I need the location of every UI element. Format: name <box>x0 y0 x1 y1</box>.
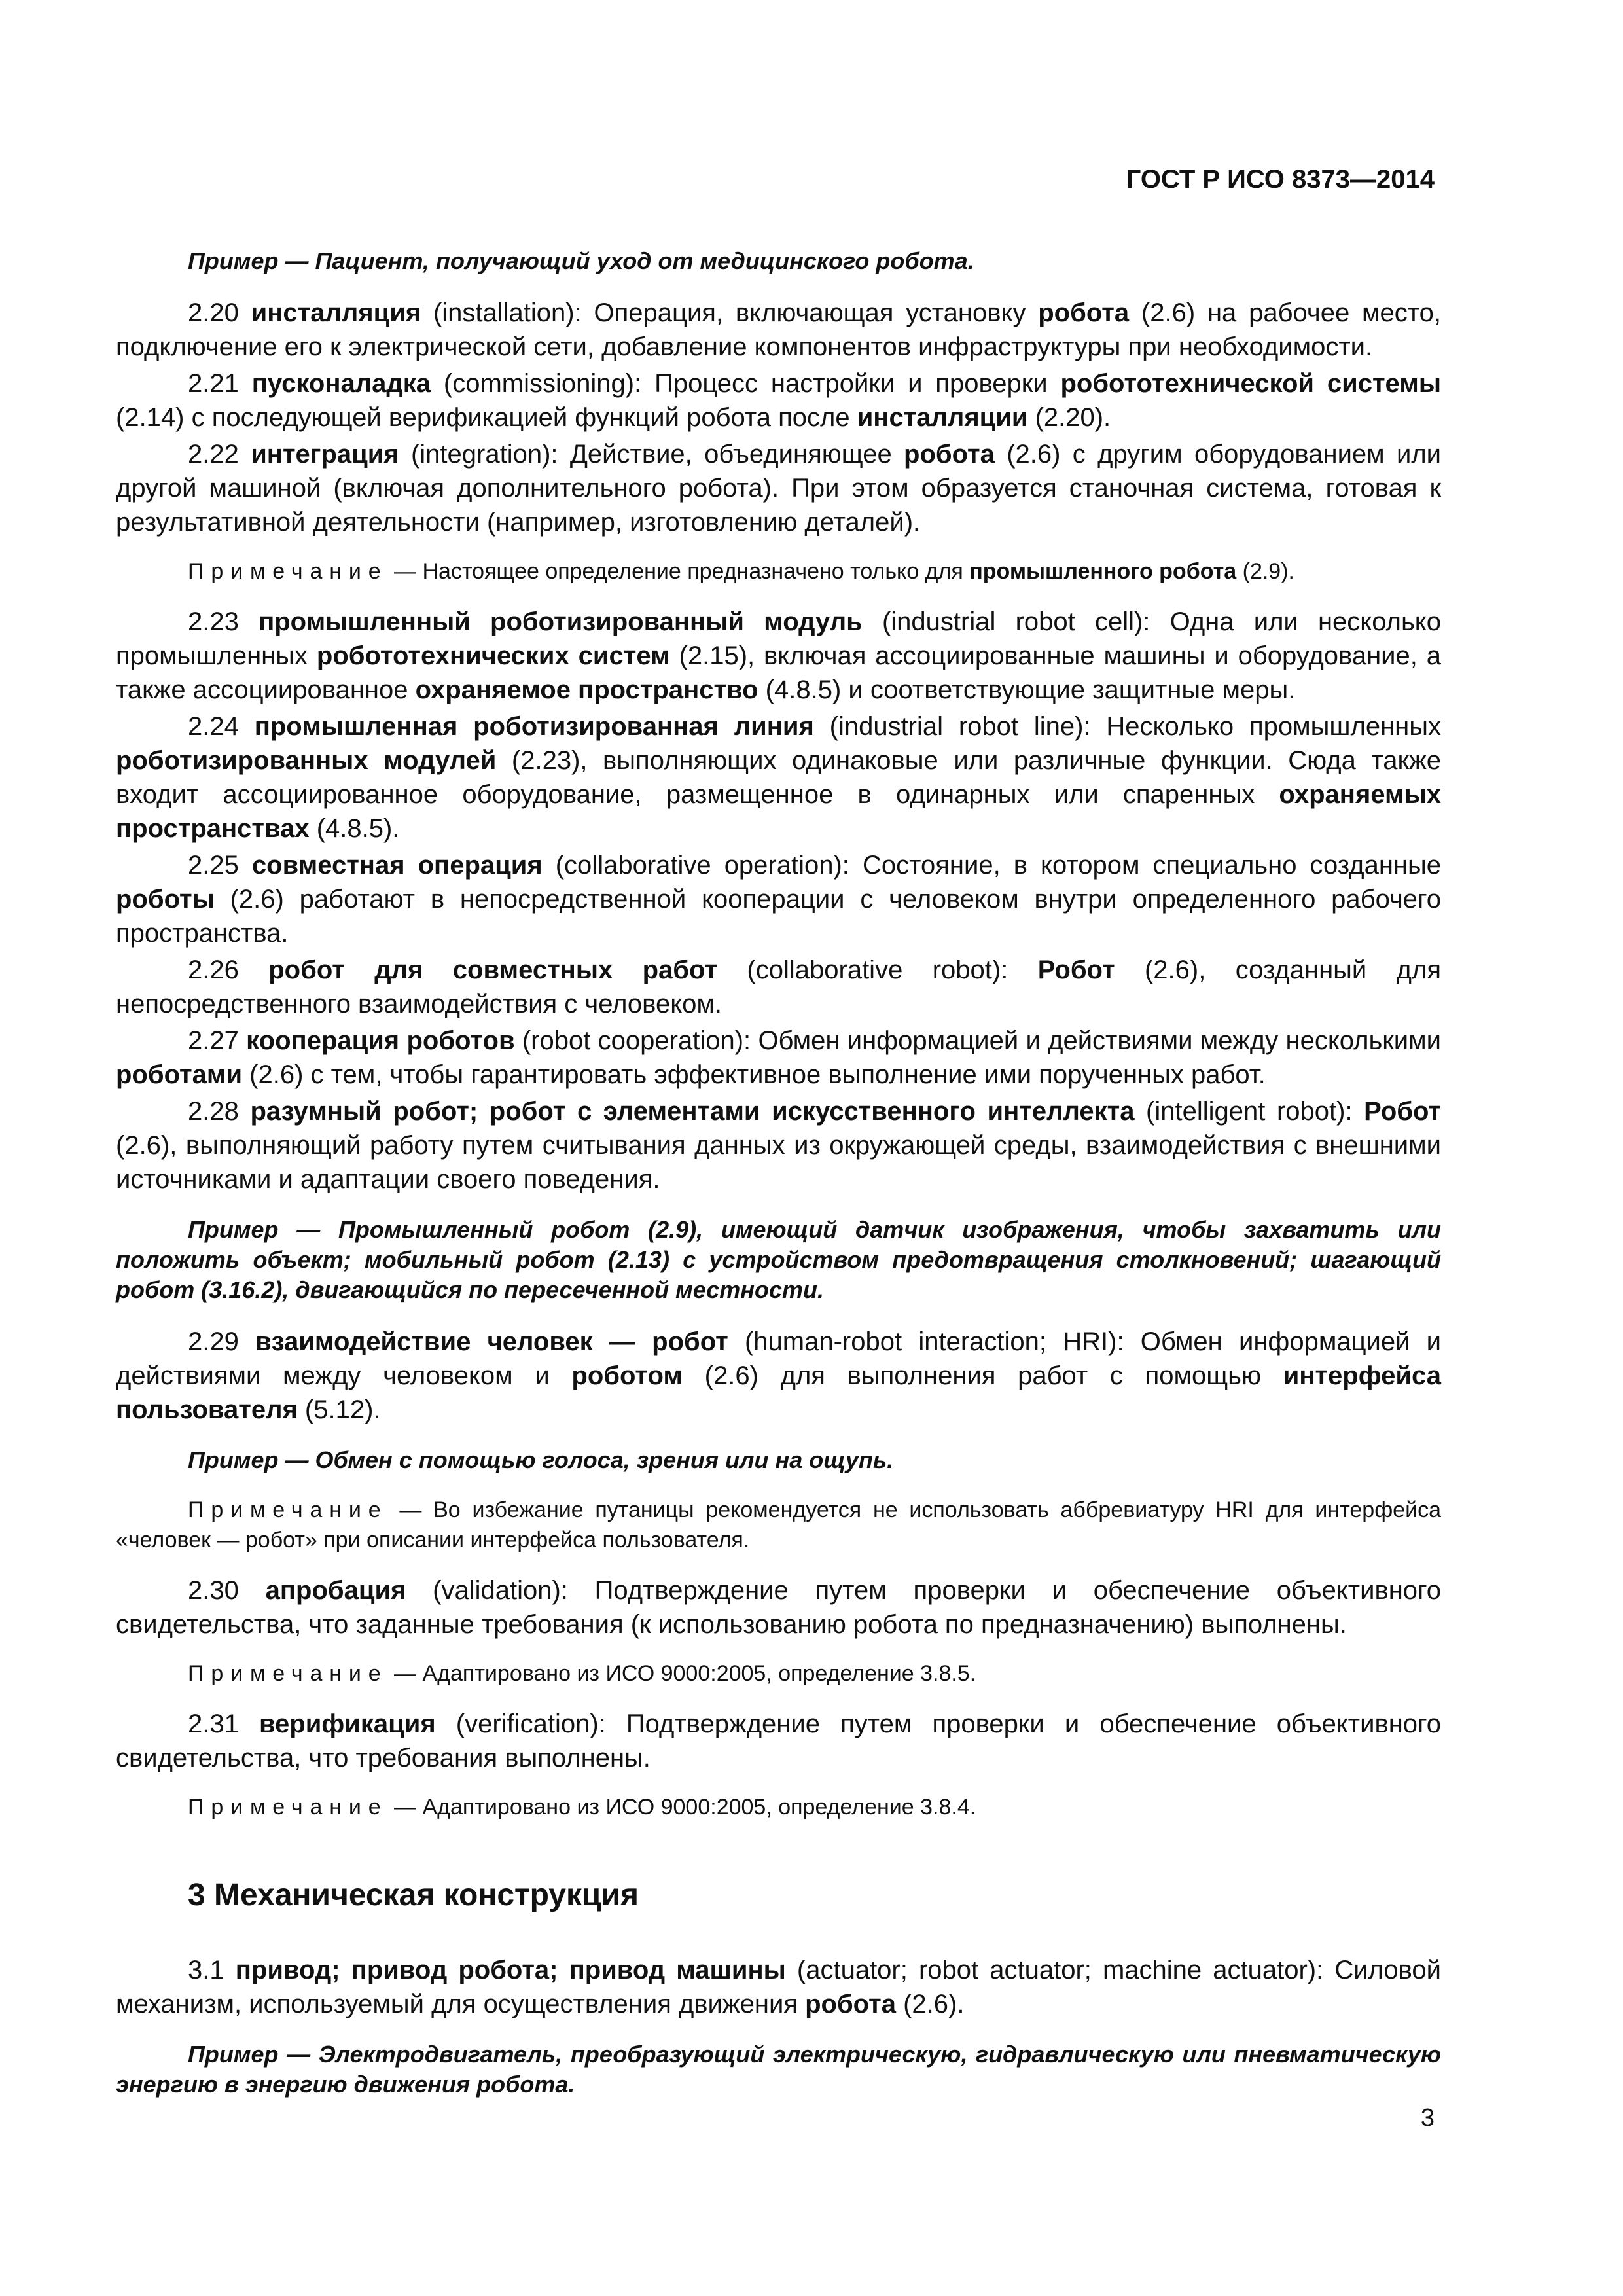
term-keyword: совместная операция <box>251 851 543 880</box>
term-keyword: пусконаладка <box>251 369 431 398</box>
term-definition <box>116 367 1441 435</box>
term-keyword: роботы <box>116 885 215 914</box>
note-paragraph <box>116 1495 1441 1555</box>
text-run: — Адаптировано из ИСО 9000:2005, определение 3.8.5. <box>387 1661 976 1686</box>
text-run: (industrial robot cell): Одна или несколько промышленных <box>116 607 1441 670</box>
text-run: (human-robot interaction; HRI): Обмен информацией и действиями между человеком и <box>116 1327 1442 1390</box>
text-run: 2.21 <box>188 369 252 398</box>
term-keyword: апробация <box>265 1576 406 1605</box>
term-keyword: промышленного робота <box>969 559 1237 584</box>
term-keyword: охраняемое пространство <box>415 675 758 704</box>
text-run: 2.27 <box>188 1026 247 1055</box>
term-keyword: роботами <box>116 1060 243 1089</box>
text-run: (2.15), включая ассоциированные машины и оборудование, а также ассоциированное <box>116 641 1442 704</box>
term-definition <box>116 1707 1441 1775</box>
term-keyword: роботизированных модулей <box>116 746 497 775</box>
term-definition <box>116 605 1441 707</box>
text-run: (4.8.5). <box>309 814 400 843</box>
text-run: (2.6) с другим оборудованием или другой машиной (включая дополнительного робота). При этом образуется станочная система, готовая к результативной деятельности (например, изготовлению деталей). <box>116 440 1442 537</box>
text-run: (2.14) с последующей верификацией функций робота после <box>116 403 857 432</box>
text-run: — Настоящее определение предназначено только для <box>387 559 970 584</box>
text-run: 2.31 <box>188 1710 259 1738</box>
text-run: (2.20). <box>1027 403 1111 432</box>
term-keyword: Робот <box>1037 956 1115 984</box>
term-definition <box>116 848 1441 950</box>
document-body <box>116 228 1441 2119</box>
text-run: (installation): Операция, включающая установку <box>421 298 1039 327</box>
text-run: (intelligent robot): <box>1134 1097 1364 1126</box>
term-keyword: промышленный роботизированный модуль <box>259 607 863 636</box>
text-run: (integration): Действие, объединяющее <box>399 440 904 469</box>
text-run: (2.6) работают в непосредственной кооперации с человеком внутри определенного рабочего пространства. <box>116 885 1441 948</box>
text-run: (2.23), выполняющих одинаковые или различные функции. Сюда также входит ассоциированное оборудование, размещенное в одинарных или спаренных <box>116 746 1441 809</box>
note-label: Примечание <box>188 1795 388 1820</box>
text-run: (validation): Подтверждение путем проверки и обеспечение объективного свидетельства, что заданные требования (к использованию робота по предназначению) выполнены. <box>116 1576 1441 1639</box>
example-paragraph: Пример — Промышленный робот (2.9), имеющий датчик изображения, чтобы захватить или положить объект; мобильный робот (2.13) с устройством предотвращения столкновений; шагающий робот (3.16.2), двигающийся по пересеченной местности. <box>116 1216 1441 1303</box>
note-paragraph <box>116 1792 1441 1822</box>
text-run: 2.24 <box>188 712 255 741</box>
text-run: (2.6) для выполнения работ с помощью <box>682 1361 1283 1390</box>
text-run: (5.12). <box>297 1395 381 1424</box>
text-run: (2.6). <box>895 1990 965 2018</box>
text-run: (2.9). <box>1236 559 1294 584</box>
text-run: (2.6), созданный для непосредственного взаимодействия с человеком. <box>116 956 1441 1018</box>
text-run: 2.28 <box>188 1097 251 1126</box>
section-heading: 3 Механическая конструкция <box>188 1878 639 1912</box>
term-keyword: разумный робот; робот с элементами искусственного интеллекта <box>250 1097 1135 1126</box>
note-label: Примечание <box>188 559 388 584</box>
text-run: — Адаптировано из ИСО 9000:2005, определение 3.8.4. <box>387 1795 976 1820</box>
term-keyword: робота <box>1038 298 1130 327</box>
term-definition <box>116 296 1441 364</box>
term-definition <box>116 1953 1441 2021</box>
term-keyword: привод; привод робота; привод машины <box>235 1956 786 1984</box>
text-run: 2.25 <box>188 851 252 880</box>
term-keyword: робота <box>805 1990 896 2018</box>
note-paragraph <box>116 556 1441 586</box>
term-keyword: кооперация роботов <box>246 1026 515 1055</box>
text-run: (commissioning): Процесс настройки и проверки <box>431 369 1061 398</box>
term-definition <box>116 1325 1441 1427</box>
text-run: 2.30 <box>188 1576 266 1605</box>
text-run: (2.6) с тем, чтобы гарантировать эффективное выполнение ими порученных работ. <box>242 1060 1266 1089</box>
term-keyword: охраняемых пространствах <box>116 780 1441 843</box>
term-definition <box>116 709 1441 846</box>
text-run: (4.8.5) и соответствующие защитные меры. <box>758 675 1296 704</box>
text-run: 2.23 <box>188 607 259 636</box>
term-definition <box>116 1573 1441 1641</box>
example-paragraph: Пример — Обмен с помощью голоса, зрения или на ощупь. <box>188 1446 894 1473</box>
text-run: (2.6) на рабочее место, подключение его к электрической сети, добавление компонентов инфраструктуры при необходимости. <box>116 298 1441 361</box>
term-keyword: взаимодействие человек — робот <box>255 1327 728 1356</box>
term-keyword: робота <box>904 440 995 469</box>
term-keyword: интеграция <box>251 440 399 469</box>
term-definition <box>116 1024 1441 1092</box>
standard-header: ГОСТ Р ИСО 8373—2014 <box>1126 165 1435 194</box>
term-keyword: промышленная роботизированная линия <box>254 712 814 741</box>
text-run: — Во избежание путаницы рекомендуется не использовать аббревиатуру HRI для интерфейса «человек — робот» при описании интерфейса пользователя. <box>116 1498 1441 1552</box>
term-definition <box>116 1094 1441 1196</box>
term-definition <box>116 953 1441 1021</box>
text-run: (collaborative robot): <box>717 956 1038 984</box>
term-keyword: робот для совместных работ <box>268 956 718 984</box>
example-paragraph: Пример — Электродвигатель, преобразующий электрическую, гидравлическую или пневматическую энергию в энергию движения робота. <box>116 2041 1441 2098</box>
text-run: 2.20 <box>188 298 251 327</box>
note-label: Примечание <box>188 1498 388 1522</box>
term-keyword: инсталляция <box>251 298 421 327</box>
term-keyword: инсталляции <box>857 403 1028 432</box>
text-run: (actuator; robot actuator; machine actuator): Силовой механизм, используемый для осуществления движения <box>116 1956 1441 2018</box>
text-run: 2.29 <box>188 1327 256 1356</box>
page-number: 3 <box>1420 2104 1435 2132</box>
term-keyword: роботом <box>571 1361 683 1390</box>
example-paragraph: Пример — Пациент, получающий уход от медицинского робота. <box>188 247 974 274</box>
text-run: (robot cooperation): Обмен информацией и действиями между несколькими <box>514 1026 1441 1055</box>
text-run: (verification): Подтверждение путем проверки и обеспечение объективного свидетельства, что требования выполнены. <box>116 1710 1441 1772</box>
term-definition <box>116 437 1441 539</box>
term-keyword: интерфейса пользователя <box>116 1361 1441 1424</box>
text-run: 2.26 <box>188 956 269 984</box>
term-keyword: робототехнической системы <box>1060 369 1441 398</box>
text-run: 2.22 <box>188 440 251 469</box>
text-run: (industrial robot line): Несколько промышленных <box>813 712 1442 741</box>
term-keyword: Робот <box>1364 1097 1441 1126</box>
text-run: 3.1 <box>188 1956 236 1984</box>
note-label: Примечание <box>188 1661 388 1686</box>
text-run: (collaborative operation): Состояние, в котором специально созданные <box>542 851 1442 880</box>
term-keyword: верификация <box>259 1710 436 1738</box>
text-run: (2.6), выполняющий работу путем считывания данных из окружающей среды, взаимодействия с внешними источниками и адаптации своего поведения. <box>116 1131 1441 1194</box>
term-keyword: робототехнических систем <box>316 641 670 670</box>
note-paragraph <box>116 1659 1441 1689</box>
